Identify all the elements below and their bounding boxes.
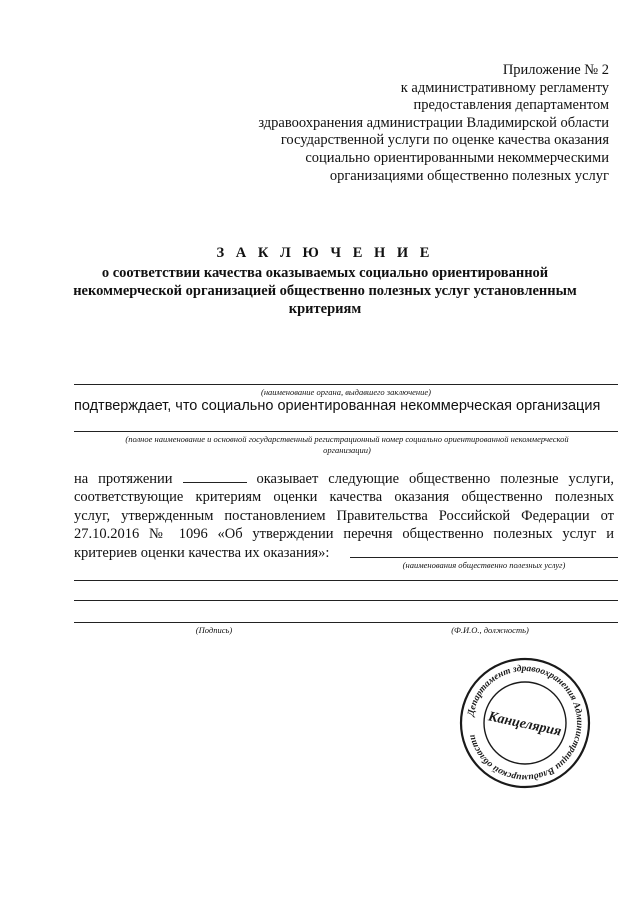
confirm-text: подтверждает, что социально ориентированная некоммерческая организация xyxy=(74,398,601,414)
office-stamp xyxy=(458,656,592,790)
organization-caption-line: (полное наименование и основной государственный регистрационный номер социально ориентированной некоммерческой xyxy=(125,434,569,444)
appendix-line: здравоохранения администрации Владимирской области xyxy=(258,114,609,131)
period-prefix: на протяжении xyxy=(74,471,173,487)
appendix-line: к административному регламенту xyxy=(400,79,609,96)
period-suffix: оказывает следующие общественно полезные услуги, xyxy=(256,471,615,487)
appendix-line: организациями общественно полезных услуг xyxy=(329,167,609,184)
signature-field-line[interactable] xyxy=(74,622,618,623)
stamp-ring-text: Департамент здравоохранения Администрации Владимирской области xyxy=(466,663,585,783)
body-paragraph xyxy=(74,470,614,562)
services-field-line[interactable] xyxy=(350,557,618,558)
period-line xyxy=(74,470,614,488)
appendix-line: Приложение № 2 xyxy=(502,62,609,78)
appendix-header xyxy=(189,62,609,185)
services-field-line[interactable] xyxy=(74,580,618,581)
period-blank-field[interactable] xyxy=(183,470,247,483)
organization-field-line[interactable] xyxy=(74,431,618,432)
title-subtitle-line: о соответствии качества оказываемых социально ориентированной xyxy=(101,265,549,281)
body-line: услуг, утвержденным постановлением Правительства Российской Федерации от xyxy=(74,507,614,524)
services-field-line[interactable] xyxy=(74,600,618,601)
title-subtitle-line: некоммерческой организацией общественно полезных услуг установленным xyxy=(73,283,577,299)
stamp-center-text: Канцелярия xyxy=(486,709,563,740)
issuer-caption: (наименование органа, выдавшего заключение) xyxy=(260,387,431,397)
appendix-line: предоставления департаментом xyxy=(413,97,609,114)
signature-caption: (Подпись) xyxy=(195,625,233,635)
stamp-seal-icon xyxy=(458,656,592,790)
issuer-field-line[interactable] xyxy=(74,384,618,385)
body-line: соответствующие критериям оценки качества оказания общественно полезных xyxy=(74,489,614,506)
organization-caption-line: организации) xyxy=(323,445,371,455)
title-main: З А К Л Ю Ч Е Н И Е xyxy=(216,245,434,261)
document-title xyxy=(60,244,590,318)
body-line: 27.10.2016 № 1096 «Об утверждении перечня общественно полезных услуг и xyxy=(74,526,614,543)
title-subtitle-line: критериям xyxy=(288,301,362,317)
appendix-line: государственной услуги по оценке качества оказания xyxy=(280,132,609,149)
services-caption: (наименования общественно полезных услуг) xyxy=(402,560,566,570)
name-position-caption: (Ф.И.О., должность) xyxy=(451,625,529,635)
appendix-line: социально ориентированными некоммерческими xyxy=(305,149,609,166)
body-line: критериев оценки качества их оказания»: xyxy=(74,544,330,561)
organization-caption xyxy=(84,434,610,456)
